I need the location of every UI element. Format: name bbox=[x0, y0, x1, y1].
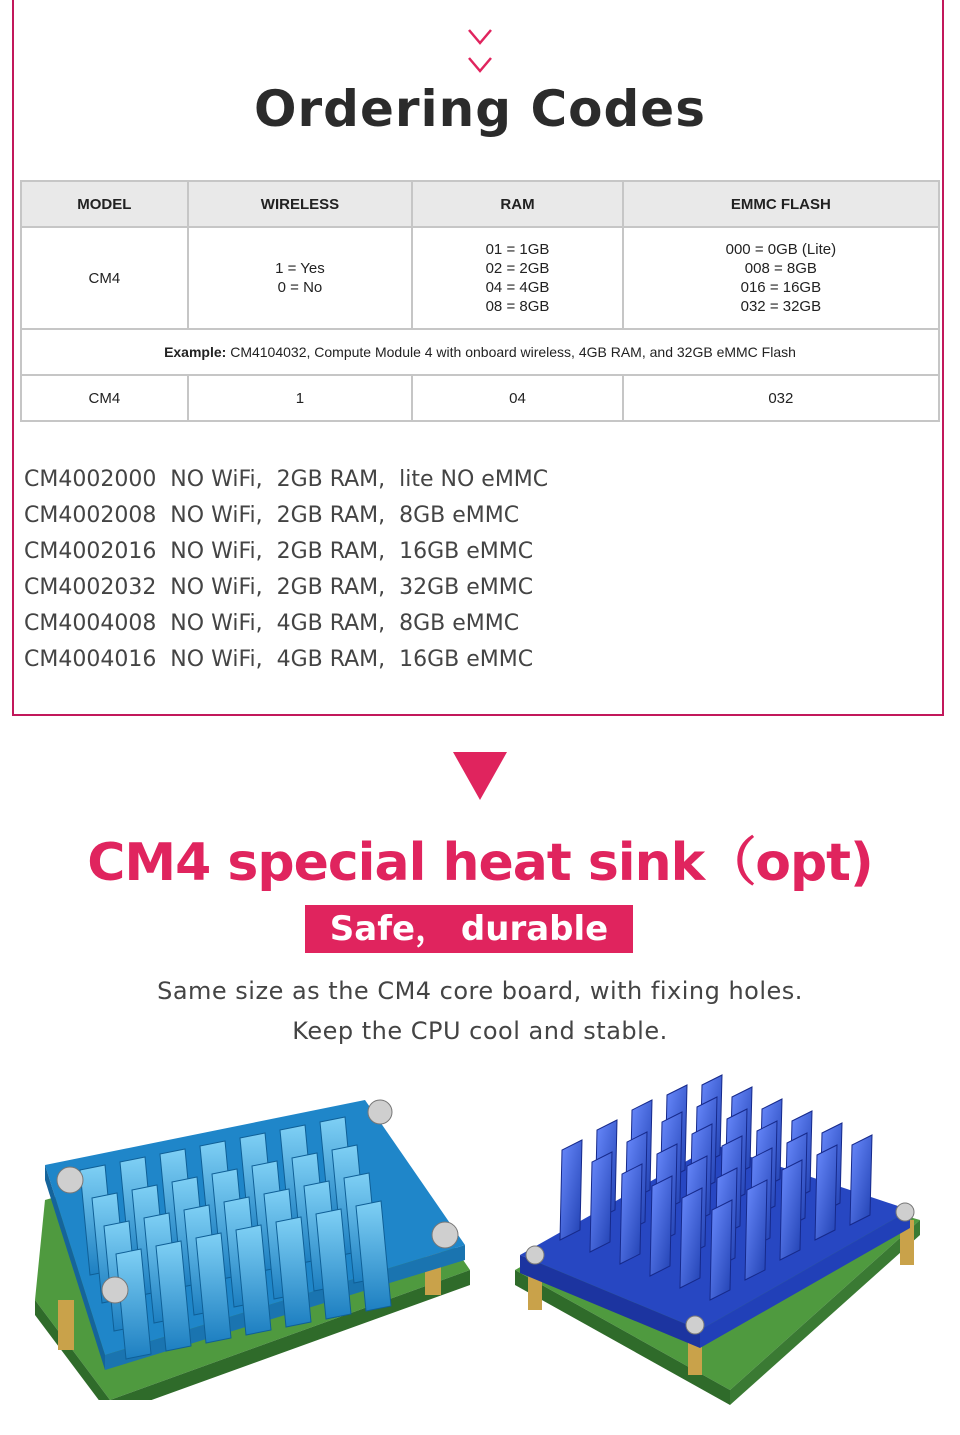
emmc-option: 000 = 0GB (Lite) bbox=[725, 241, 837, 258]
sample-model: CM4 bbox=[21, 375, 188, 421]
header-wireless: WIRELESS bbox=[188, 181, 413, 227]
emmc-option: 016 = 16GB bbox=[740, 279, 822, 296]
heatsink-photo-light-blue bbox=[20, 1070, 490, 1400]
header-ram: RAM bbox=[412, 181, 622, 227]
triangle-down-icon bbox=[453, 752, 507, 800]
wireless-option: 1 = Yes bbox=[275, 260, 325, 277]
sample-ram: 04 bbox=[412, 375, 622, 421]
table-header-row bbox=[21, 181, 939, 227]
emmc-options-cell bbox=[623, 227, 939, 329]
table-row-example bbox=[21, 329, 939, 375]
ram-option: 08 = 8GB bbox=[485, 298, 550, 315]
ram-option: 01 = 1GB bbox=[485, 241, 550, 258]
example-text: CM4104032, Compute Module 4 with onboard wireless, 4GB RAM, and 32GB eMMC Flash bbox=[226, 344, 796, 360]
heatsink-title: CM4 special heat sink（opt) bbox=[87, 833, 873, 893]
ram-option: 02 = 2GB bbox=[485, 260, 550, 277]
list-item: CM4002032 NO WiFi, 2GB RAM, 32GB eMMC bbox=[24, 575, 534, 600]
emmc-option: 008 = 8GB bbox=[744, 260, 817, 277]
list-item: CM4002016 NO WiFi, 2GB RAM, 16GB eMMC bbox=[24, 539, 534, 564]
sku-list bbox=[24, 462, 548, 678]
heatsink-description-line: Keep the CPU cool and stable. bbox=[292, 1017, 668, 1045]
model-cell: CM4 bbox=[21, 227, 188, 329]
heatsink-photo-dark-blue bbox=[500, 1070, 950, 1410]
list-item: CM4002000 NO WiFi, 2GB RAM, lite NO eMMC bbox=[24, 467, 549, 492]
sample-emmc: 032 bbox=[623, 375, 939, 421]
feature-badge: Safe， durable bbox=[305, 905, 633, 953]
wireless-option: 0 = No bbox=[277, 279, 323, 296]
example-label: Example: bbox=[164, 344, 227, 360]
table-row-sample bbox=[21, 375, 939, 421]
ram-options-cell bbox=[412, 227, 622, 329]
ram-option: 04 = 4GB bbox=[485, 279, 550, 296]
list-item: CM4004016 NO WiFi, 4GB RAM, 16GB eMMC bbox=[24, 647, 534, 672]
header-model: MODEL bbox=[21, 181, 188, 227]
wireless-options-cell bbox=[188, 227, 413, 329]
list-item: CM4004008 NO WiFi, 4GB RAM, 8GB eMMC bbox=[24, 611, 520, 636]
sample-wireless: 1 bbox=[188, 375, 413, 421]
heatsink-description-line: Same size as the CM4 core board, with fixing holes. bbox=[157, 977, 803, 1005]
header-emmc-flash: EMMC FLASH bbox=[623, 181, 939, 227]
table-row bbox=[21, 227, 939, 329]
list-item: CM4002008 NO WiFi, 2GB RAM, 8GB eMMC bbox=[24, 503, 520, 528]
ordering-codes-table bbox=[20, 180, 940, 422]
double-chevron-down-icon bbox=[465, 26, 495, 80]
ordering-codes-title: Ordering Codes bbox=[254, 80, 706, 138]
example-cell bbox=[21, 329, 939, 375]
emmc-option: 032 = 32GB bbox=[740, 298, 822, 315]
